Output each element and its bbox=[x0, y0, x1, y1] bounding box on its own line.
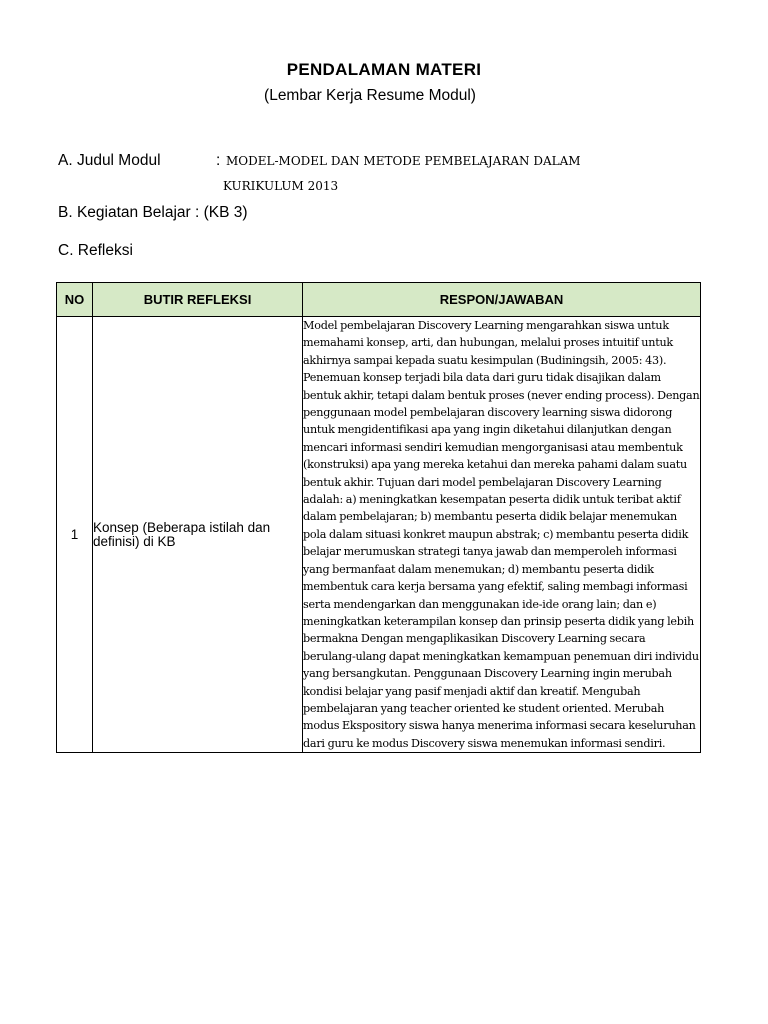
judul-modul-label: A. Judul Modul bbox=[58, 152, 161, 169]
row-number: 1 bbox=[57, 317, 93, 753]
row-respon: Model pembelajaran Discovery Learning mengarahkan siswa untuk memahami konsep, arti, dan hubungan, melalui proses intuitif untuk akhirnya sampai kepada suatu kesimpulan (Budiningsih, 2005: 43). Penemuan konsep terjadi bila data dari guru tidak disajikan dalam bentuk akhir, tetapi dalam bentuk proses (never ending process). Dengan penggunaan model pembelajaran discovery learning siswa didorong untuk mengidentifikasi apa yang ingin diketahui dilanjutkan dengan mencari informasi sendiri kemudian mengorganisasi atau membentuk (konstruksi) apa yang mereka ketahui dan mereka pahami dalam suatu bentuk akhir. Tujuan dari model pembelajaran Discovery Learning adalah: a) meningkatkan kesempatan peserta didik untuk teribat aktif dalam pembelajaran; b) membantu peserta didik belajar menemukan pola dalam situasi konkret maupun abstrak; c) membantu peserta didik belajar merumuskan strategi tanya jawab dan memperoleh informasi yang bermanfaat dalam menemukan; d) membantu peserta didik membentuk cara kerja bersama yang efektif, saling membagi informasi serta mendengarkan dan menggunakan ide-ide orang lain; dan e) meningkatkan keterampilan konsep dan prinsip peserta didik yang lebih bermakna Dengan mengaplikasikan Discovery Learning secara berulang-ulang dapat meningkatkan kemampuan penemuan diri individu yang bersangkutan. Penggunaan Discovery Learning ingin merubah kondisi belajar yang pasif menjadi aktif dan kreatif. Mengubah pembelajaran yang teacher oriented ke student oriented. Merubah modus Ekspository siswa hanya menerima informasi secara keseluruhan dari guru ke modus Discovery siswa menemukan informasi sendiri. bbox=[303, 317, 701, 753]
row-butir: Konsep (Beberapa istilah dan definisi) di KB bbox=[93, 317, 303, 753]
kegiatan-belajar: B. Kegiatan Belajar : (KB 3) bbox=[58, 204, 248, 221]
refleksi-heading: C. Refleksi bbox=[58, 242, 133, 259]
table-row bbox=[57, 317, 701, 753]
judul-modul-value-line2: KURIKULUM 2013 bbox=[223, 179, 339, 193]
document-subtitle: (Lembar Kerja Resume Modul) bbox=[264, 87, 476, 104]
header-respon-jawaban: RESPON/JAWABAN bbox=[303, 283, 701, 317]
header-butir-refleksi: BUTIR REFLEKSI bbox=[93, 283, 303, 317]
header-no: NO bbox=[57, 283, 93, 317]
judul-modul-colon: : bbox=[216, 152, 221, 169]
table-header-row bbox=[57, 283, 701, 317]
reflection-table bbox=[56, 282, 701, 753]
document-title: PENDALAMAN MATERI bbox=[286, 60, 482, 79]
judul-modul-value-line1: MODEL-MODEL DAN METODE PEMBELAJARAN DALAM bbox=[226, 154, 581, 168]
